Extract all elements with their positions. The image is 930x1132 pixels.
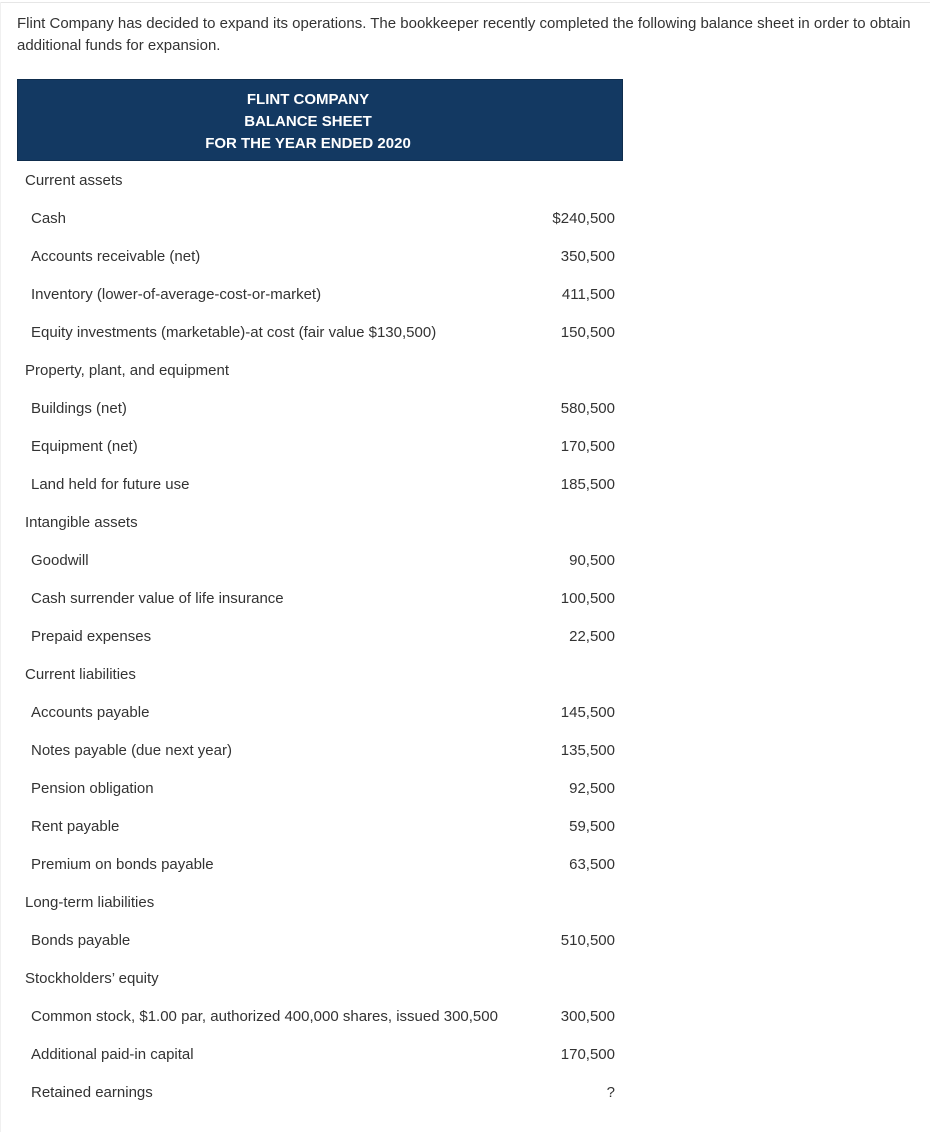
line-item-row [17, 580, 623, 618]
line-item-row [17, 276, 623, 314]
section-heading: Stockholders’ equity [25, 970, 159, 987]
line-item-amount: 580,500 [560, 400, 615, 417]
line-item-row [17, 542, 623, 580]
line-item-label: Equipment (net) [31, 438, 138, 455]
line-item-amount: 135,500 [560, 742, 615, 759]
line-item-label: Land held for future use [31, 476, 190, 493]
balance-sheet-header [17, 79, 623, 161]
balance-sheet-rows [17, 162, 623, 1112]
line-item-row [17, 314, 623, 352]
section-heading: Property, plant, and equipment [25, 362, 230, 379]
line-item-row [17, 618, 623, 656]
line-item-row [17, 998, 623, 1036]
top-divider [0, 2, 930, 3]
line-item-label: Rent payable [31, 818, 120, 835]
section-heading-row [17, 960, 623, 998]
line-item-label: Premium on bonds payable [31, 856, 214, 873]
line-item-amount: 92,500 [569, 780, 615, 797]
line-item-amount: 510,500 [560, 932, 615, 949]
line-item-label: Bonds payable [31, 932, 131, 949]
line-item-label: Equity investments (marketable)-at cost (fair value $130,500) [31, 324, 437, 341]
line-item-amount: ? [606, 1084, 615, 1101]
section-heading-row [17, 884, 623, 922]
line-item-amount: 59,500 [569, 818, 615, 835]
intro-paragraph: Flint Company has decided to expand its operations. The bookkeeper recently completed the following balance sheet in order to obtain additional funds for expansion. [17, 15, 911, 54]
line-item-amount: 170,500 [560, 1046, 615, 1063]
line-item-amount: 300,500 [560, 1008, 615, 1025]
line-item-label: Goodwill [31, 552, 89, 569]
line-item-row [17, 922, 623, 960]
line-item-label: Common stock, $1.00 par, authorized 400,000 shares, issued 300,500 [31, 1008, 498, 1025]
line-item-amount: 185,500 [560, 476, 615, 493]
line-item-amount: 411,500 [561, 286, 615, 303]
left-divider [0, 2, 1, 1132]
statement-period: FOR THE YEAR ENDED 2020 [205, 135, 411, 152]
section-heading: Intangible assets [25, 514, 138, 531]
line-item-row [17, 466, 623, 504]
line-item-amount: 170,500 [560, 438, 615, 455]
statement-title: BALANCE SHEET [244, 113, 372, 130]
line-item-label: Additional paid-in capital [31, 1046, 194, 1063]
line-item-row [17, 1074, 623, 1112]
line-item-label: Cash surrender value of life insurance [31, 590, 284, 607]
line-item-amount: 90,500 [569, 552, 615, 569]
section-heading: Current assets [25, 172, 123, 189]
line-item-label: Cash [31, 210, 67, 227]
line-item-amount: 22,500 [569, 628, 615, 645]
line-item-amount: 63,500 [569, 856, 615, 873]
line-item-row [17, 808, 623, 846]
line-item-amount: 350,500 [560, 248, 615, 265]
section-heading-row [17, 352, 623, 390]
balance-sheet-table [17, 79, 623, 1101]
section-heading-row [17, 162, 623, 200]
line-item-amount: 145,500 [560, 704, 615, 721]
line-item-label: Inventory (lower-of-average-cost-or-market) [31, 286, 322, 303]
line-item-label: Prepaid expenses [31, 628, 152, 645]
line-item-row [17, 694, 623, 732]
line-item-amount: 150,500 [560, 324, 615, 341]
section-heading-row [17, 504, 623, 542]
section-heading-row [17, 656, 623, 694]
company-name: FLINT COMPANY [246, 91, 370, 108]
section-heading: Current liabilities [25, 666, 136, 683]
line-item-row [17, 390, 623, 428]
line-item-row [17, 770, 623, 808]
line-item-label: Accounts receivable (net) [31, 248, 201, 265]
line-item-row [17, 428, 623, 466]
line-item-row [17, 732, 623, 770]
line-item-row [17, 238, 623, 276]
line-item-label: Accounts payable [31, 704, 150, 721]
line-item-amount: 100,500 [560, 590, 615, 607]
line-item-row [17, 200, 623, 238]
line-item-label: Buildings (net) [31, 400, 127, 417]
line-item-label: Pension obligation [31, 780, 154, 797]
line-item-amount: $240,500 [552, 210, 615, 227]
line-item-label: Notes payable (due next year) [31, 742, 232, 759]
section-heading: Long-term liabilities [25, 894, 155, 911]
line-item-row [17, 846, 623, 884]
line-item-row [17, 1036, 623, 1074]
line-item-label: Retained earnings [31, 1084, 153, 1101]
